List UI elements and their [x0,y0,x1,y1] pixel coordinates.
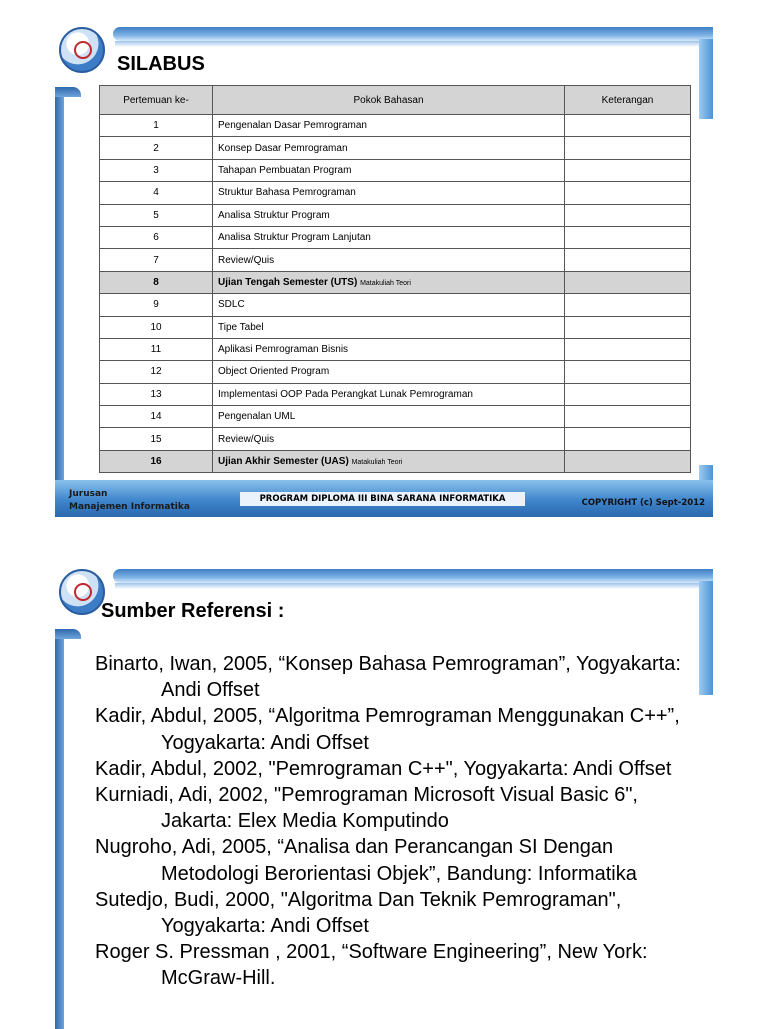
bsi-logo-icon [59,569,105,615]
meeting-number: 4 [100,182,213,204]
meeting-number: 9 [100,294,213,316]
footer-copyright: COPYRIGHT (c) Sept-2012 [581,498,705,508]
reference-item: Sutedjo, Budi, 2000, "Algoritma Dan Teknik Pemrograman", Yogyakarta: Andi Offset [95,888,622,938]
left-frame-post [55,629,64,1029]
meeting-number: 11 [100,338,213,360]
top-frame-bar [113,569,713,583]
topic-cell [213,137,565,159]
topic-cell [213,271,565,293]
meeting-number: 1 [100,115,213,137]
topic-cell [213,249,565,271]
table-row [100,428,691,450]
right-frame-post [699,39,713,119]
meeting-number: 8 [100,271,213,293]
topic-text: Pengenalan Dasar Pemrograman [218,120,367,132]
topic-text: Review/Quis [218,254,275,266]
col-header-meeting: Pertemuan ke- [100,86,213,115]
note-cell [565,182,691,204]
left-frame-hook [55,87,81,97]
table-row [100,406,691,428]
table-row [100,316,691,338]
topic-cell [213,428,565,450]
topic-cell [213,294,565,316]
table-row [100,137,691,159]
left-frame-post [55,87,64,487]
topic-text: Tipe Tabel [218,321,264,333]
topic-note: Matakuliah Teori [351,459,403,467]
topic-text: Review/Quis [218,433,275,445]
reference-item: Binarto, Iwan, 2005, “Konsep Bahasa Pemrograman”, Yogyakarta: Andi Offset [95,653,681,702]
topic-text: Implementasi OOP Pada Perangkat Lunak Pemrograman [218,388,473,400]
bsi-logo-icon [59,27,105,73]
note-cell [565,316,691,338]
table-header-row [100,86,691,115]
note-cell [565,361,691,383]
topic-cell [213,316,565,338]
table-row [100,249,691,271]
meeting-number: 6 [100,226,213,248]
topic-text: Ujian Tengah Semester (UTS) [218,276,358,288]
logo-emblem [74,583,92,601]
topic-cell [213,406,565,428]
top-frame-bar [113,27,713,41]
meeting-number: 14 [100,406,213,428]
meeting-number: 13 [100,383,213,405]
references-heading: Sumber Referensi : [101,600,285,622]
topic-cell [213,450,565,472]
table-row-exam [100,271,691,293]
topic-text: Analisa Struktur Program [218,209,330,221]
footer-department-line1: Jurusan [69,489,108,499]
reference-item: Kurniadi, Adi, 2002, "Pemrograman Microsoft Visual Basic 6", Jakarta: Elex Media Komputindo [95,784,638,833]
meeting-number: 10 [100,316,213,338]
reference-item: Nugroho, Adi, 2005, “Analisa dan Perancangan SI Dengan Metodologi Berorientasi Objek”, Bandung: Informatika [95,836,637,885]
topic-cell [213,182,565,204]
note-cell [565,137,691,159]
topic-cell [213,204,565,226]
note-cell [565,159,691,181]
table-row [100,338,691,360]
reference-item: Kadir, Abdul, 2005, “Algoritma Pemrograman Menggunakan C++”, Yogyakarta: Andi Offset [95,705,680,754]
topic-text: Aplikasi Pemrograman Bisnis [218,344,349,356]
topic-text: Tahapan Pembuatan Program [218,164,352,176]
topic-cell [213,361,565,383]
table-row [100,204,691,226]
meeting-number: 15 [100,428,213,450]
note-cell [565,338,691,360]
topic-text: Analisa Struktur Program Lanjutan [218,232,371,244]
footer-department [69,488,190,514]
meeting-number: 7 [100,249,213,271]
note-cell [565,406,691,428]
silabus-slide [55,25,713,517]
meeting-number: 12 [100,361,213,383]
topic-text: Pengenalan UML [218,411,296,423]
reference-item: Kadir, Abdul, 2002, "Pemrograman C++", Yogyakarta: Andi Offset [95,757,672,780]
col-header-note: Keterangan [565,86,691,115]
topic-cell [213,226,565,248]
reference-item: Roger S. Pressman , 2001, “Software Engineering”, New York: McGraw-Hill. [95,941,648,990]
topic-text: Struktur Bahasa Pemrograman [218,187,356,199]
footer-bar [55,480,713,517]
table-row [100,361,691,383]
logo-emblem [74,41,92,59]
topic-cell [213,338,565,360]
note-cell [565,271,691,293]
table-row [100,182,691,204]
meeting-number: 16 [100,450,213,472]
table-row [100,226,691,248]
topic-text: Ujian Akhir Semester (UAS) [218,456,349,468]
note-cell [565,204,691,226]
footer-department-line2: Manajemen Informatika [69,502,190,512]
note-cell [565,115,691,137]
left-frame-hook [55,629,81,639]
top-frame-shadow [115,41,707,47]
topic-cell [213,383,565,405]
note-cell [565,428,691,450]
top-frame-shadow [115,583,707,589]
topic-text: Konsep Dasar Pemrograman [218,142,348,154]
table-row [100,159,691,181]
page-title: SILABUS [117,53,205,75]
reference-list [95,651,705,992]
references-slide [55,567,713,1024]
footer-program: PROGRAM DIPLOMA III BINA SARANA INFORMATIKA [240,492,525,506]
topic-text: Object Oriented Program [218,366,330,378]
table-row [100,383,691,405]
meeting-number: 3 [100,159,213,181]
meeting-number: 5 [100,204,213,226]
topic-cell [213,115,565,137]
syllabus-table [99,85,691,473]
topic-cell [213,159,565,181]
meeting-number: 2 [100,137,213,159]
table-row-exam [100,450,691,472]
note-cell [565,294,691,316]
table-row [100,294,691,316]
note-cell [565,450,691,472]
table-row [100,115,691,137]
note-cell [565,226,691,248]
note-cell [565,383,691,405]
topic-text: SDLC [218,299,245,311]
topic-note: Matakuliah Teori [360,279,411,287]
note-cell [565,249,691,271]
col-header-topic: Pokok Bahasan [213,86,565,115]
